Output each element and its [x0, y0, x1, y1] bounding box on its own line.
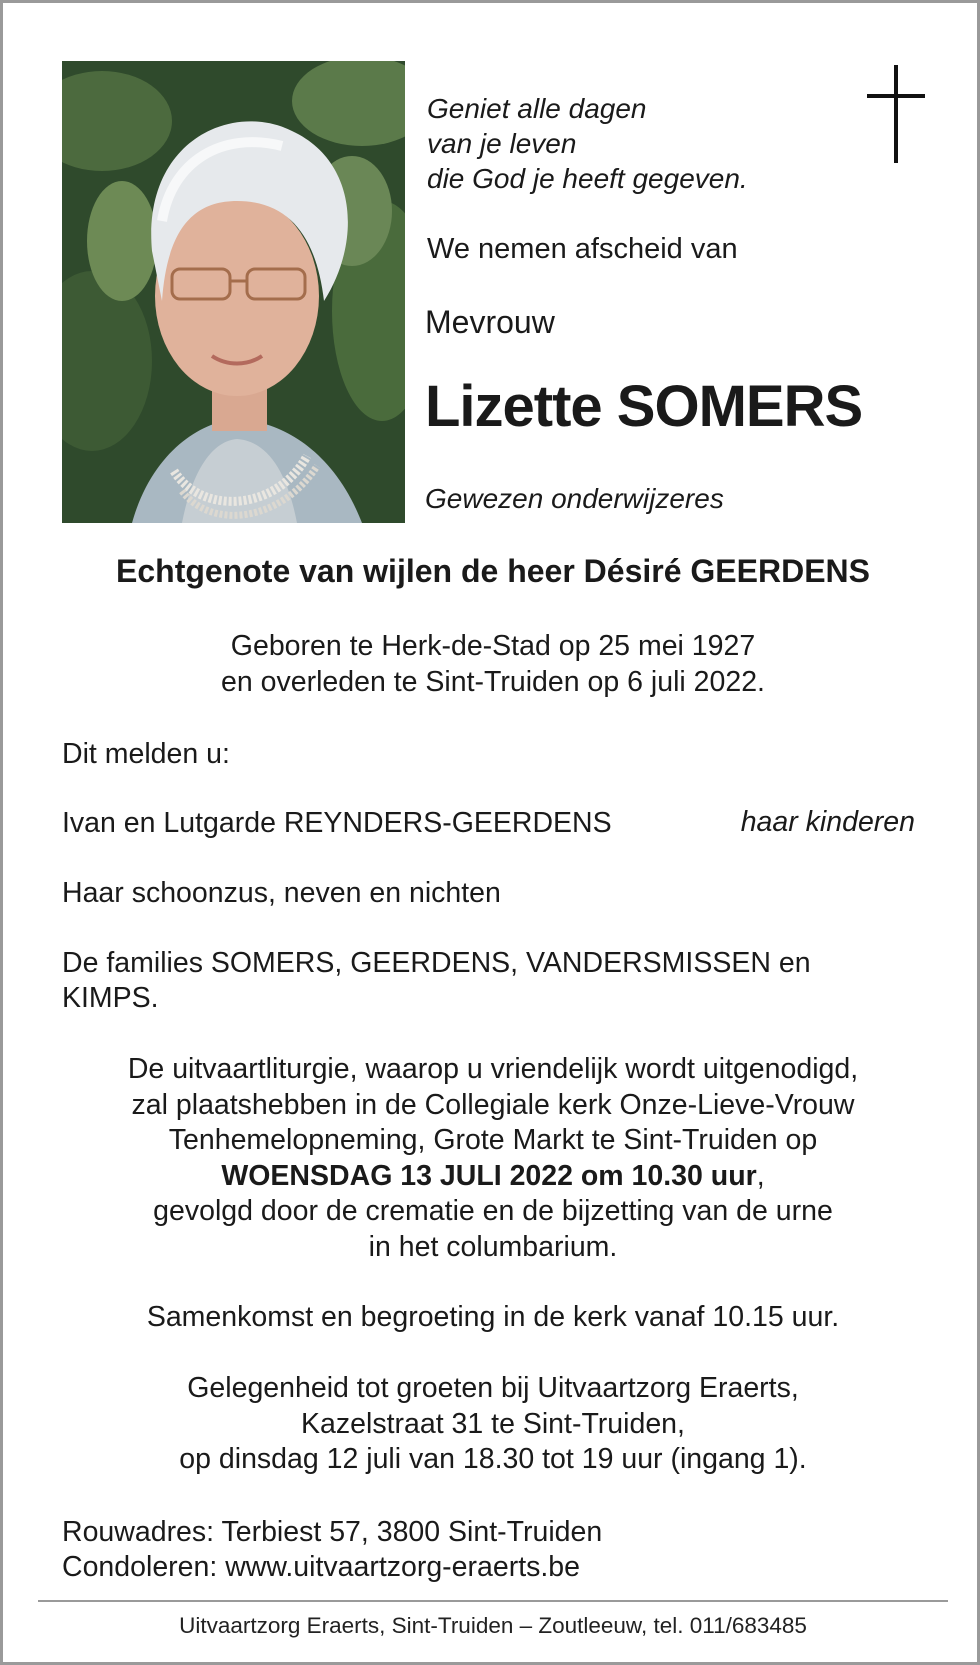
families-line: De families SOMERS, GEERDENS, VANDERSMISSEN en KIMPS.: [62, 947, 811, 1014]
deceased-name: Lizette SOMERS: [425, 374, 863, 439]
salutation: Mevrouw: [425, 304, 555, 340]
liturgy-line: in het columbarium.: [368, 1230, 618, 1263]
visiting-line: Gelegenheid tot groeten bij Uitvaartzorg Eraerts,: [187, 1372, 799, 1404]
visiting-line: Kazelstraat 31 te Sint-Truiden,: [301, 1407, 685, 1440]
cross-icon: [867, 65, 925, 163]
mourning-address: Rouwadres: Terbiest 57, 3800 Sint-Truiden: [62, 1516, 603, 1548]
visiting-block: [3, 1371, 980, 1478]
children-names: Ivan en Lutgarde REYNDERS-GEERDENS: [62, 807, 612, 839]
liturgy-line: zal plaatshebben in de Collegiale kerk Onze-Lieve-Vrouw: [131, 1088, 855, 1121]
birth-death-block: [3, 629, 980, 700]
portrait-photo: [62, 61, 405, 523]
death-line: en overleden te Sint-Truiden op 6 juli 2022.: [221, 665, 765, 698]
occupation: Gewezen onderwijzeres: [425, 483, 724, 514]
intro-text: We nemen afscheid van: [427, 233, 738, 265]
address-block: [62, 1515, 602, 1585]
announce-text: Dit melden u:: [62, 738, 230, 770]
liturgy-line: Tenhemelopneming, Grote Markt te Sint-Truiden op: [168, 1124, 818, 1156]
liturgy-date-line: [3, 1159, 980, 1195]
poem-line: Geniet alle dagen: [427, 93, 647, 124]
children-role: haar kinderen: [740, 806, 915, 838]
footer-divider: [38, 1600, 948, 1602]
poem-line: van je leven: [427, 128, 577, 159]
gathering-line: Samenkomst en begroeting in de kerk vanaf 10.15 uur.: [146, 1301, 840, 1333]
poem: [427, 91, 748, 196]
footer-text: Uitvaartzorg Eraerts, Sint-Truiden – Zoutleeuw, tel. 011/683485: [179, 1613, 807, 1638]
liturgy-block: [3, 1052, 980, 1265]
spouse-line: Echtgenote van wijlen de heer Désiré GEERDENS: [116, 553, 870, 589]
visiting-line: op dinsdag 12 juli van 18.30 tot 19 uur (ingang 1).: [179, 1443, 807, 1475]
poem-line: die God je heeft gegeven.: [427, 163, 748, 194]
liturgy-line: De uitvaartliturgie, waarop u vriendelijk wordt uitgenodigd,: [127, 1053, 859, 1085]
liturgy-line: gevolgd door de crematie en de bijzetting van de urne: [153, 1195, 833, 1227]
birth-line: Geboren te Herk-de-Stad op 25 mei 1927: [230, 630, 756, 662]
condolence-link[interactable]: Condoleren: www.uitvaartzorg-eraerts.be: [62, 1551, 580, 1583]
liturgy-date-tail: ,: [756, 1159, 765, 1192]
inlaws-line: Haar schoonzus, neven en nichten: [62, 877, 501, 909]
liturgy-date: WOENSDAG 13 JULI 2022 om 10.30 uur: [221, 1159, 757, 1192]
